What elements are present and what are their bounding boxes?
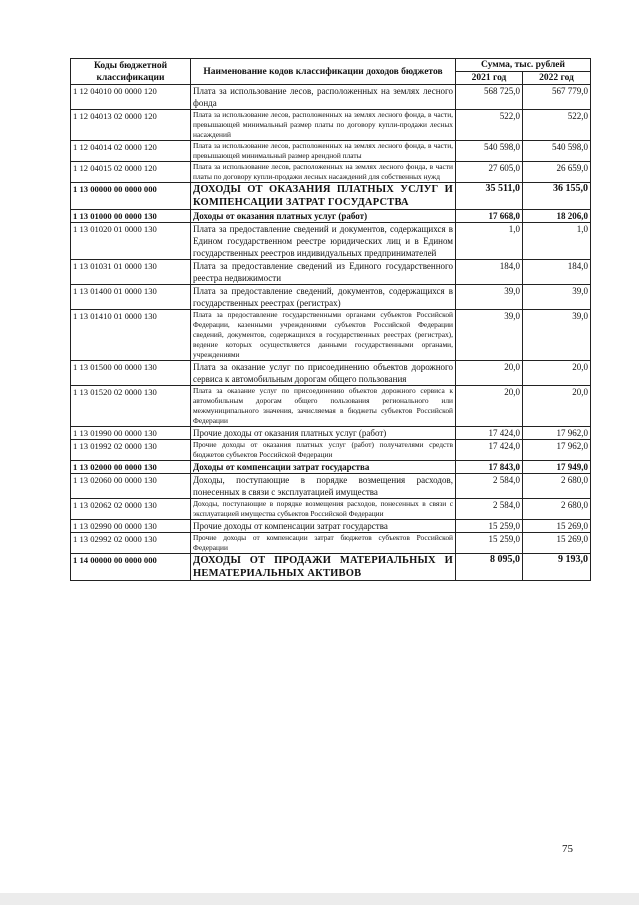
budget-code-cell: 1 13 02992 02 0000 130 bbox=[71, 533, 191, 554]
income-name-cell: Доходы от оказания платных услуг (работ) bbox=[191, 210, 456, 223]
budget-code-cell: 1 13 02000 00 0000 130 bbox=[71, 461, 191, 474]
table-row bbox=[71, 183, 591, 210]
table-row bbox=[71, 474, 591, 499]
amount-2022-cell: 26 659,0 bbox=[523, 162, 591, 183]
amount-2022-cell: 18 206,0 bbox=[523, 210, 591, 223]
budget-code-cell: 1 13 01500 00 0000 130 bbox=[71, 361, 191, 386]
amount-2021-cell: 15 259,0 bbox=[456, 533, 523, 554]
amount-2022-cell: 540 598,0 bbox=[523, 141, 591, 162]
budget-code-cell: 1 12 04010 00 0000 120 bbox=[71, 85, 191, 110]
income-name-cell: Плата за предоставление сведений и документов, содержащихся в Едином государственном реестре юридических лиц и в Едином государственных реестров индивидуальных предпринимателей bbox=[191, 223, 456, 260]
amount-2022-cell: 20,0 bbox=[523, 361, 591, 386]
amount-2021-cell: 17 424,0 bbox=[456, 440, 523, 461]
income-name-cell: Плата за использование лесов, расположенных на землях лесного фонда, в части платы по договору купли-продажи лесных насаждений для собственных нужд bbox=[191, 162, 456, 183]
table-row bbox=[71, 386, 591, 427]
amount-2022-cell: 15 269,0 bbox=[523, 533, 591, 554]
table-row bbox=[71, 141, 591, 162]
amount-2021-cell: 1,0 bbox=[456, 223, 523, 260]
table-row bbox=[71, 533, 591, 554]
amount-2022-cell: 15 269,0 bbox=[523, 520, 591, 533]
amount-2021-cell: 540 598,0 bbox=[456, 141, 523, 162]
amount-2021-cell: 17 668,0 bbox=[456, 210, 523, 223]
amount-2021-cell: 2 584,0 bbox=[456, 474, 523, 499]
header-year-2021: 2021 год bbox=[456, 72, 523, 85]
budget-code-cell: 1 13 01400 01 0000 130 bbox=[71, 285, 191, 310]
table-header-row bbox=[71, 59, 591, 72]
amount-2022-cell: 567 779,0 bbox=[523, 85, 591, 110]
table-body bbox=[71, 85, 591, 581]
table-row bbox=[71, 461, 591, 474]
income-name-cell: Плата за предоставление сведений, документов, содержащихся в государственных реестрах (регистрах) bbox=[191, 285, 456, 310]
amount-2022-cell: 522,0 bbox=[523, 110, 591, 141]
table-row bbox=[71, 210, 591, 223]
income-name-cell: Плата за оказание услуг по присоединению объектов дорожного сервиса к автомобильным дорогам общего пользования регионального или межмуниципального значения, зачисляемая в бюджеты субъектов Российской Федерации bbox=[191, 386, 456, 427]
amount-2022-cell: 9 193,0 bbox=[523, 554, 591, 581]
table-row bbox=[71, 85, 591, 110]
income-name-cell: Плата за предоставление сведений из Единого государственного реестра недвижимости bbox=[191, 260, 456, 285]
table-row bbox=[71, 554, 591, 581]
amount-2021-cell: 568 725,0 bbox=[456, 85, 523, 110]
income-name-cell: Прочие доходы от компенсации затрат бюджетов субъектов Российской Федерации bbox=[191, 533, 456, 554]
income-name-cell: Прочие доходы от оказания платных услуг (работ) bbox=[191, 427, 456, 440]
budget-code-cell: 1 13 01992 02 0000 130 bbox=[71, 440, 191, 461]
amount-2021-cell: 39,0 bbox=[456, 285, 523, 310]
table-row bbox=[71, 223, 591, 260]
budget-code-cell: 1 13 02060 00 0000 130 bbox=[71, 474, 191, 499]
income-name-cell: ДОХОДЫ ОТ ПРОДАЖИ МАТЕРИАЛЬНЫХ И НЕМАТЕРИАЛЬНЫХ АКТИВОВ bbox=[191, 554, 456, 581]
budget-code-cell: 1 13 01031 01 0000 130 bbox=[71, 260, 191, 285]
header-year-2022: 2022 год bbox=[523, 72, 591, 85]
amount-2022-cell: 2 680,0 bbox=[523, 474, 591, 499]
amount-2021-cell: 35 511,0 bbox=[456, 183, 523, 210]
table-row bbox=[71, 440, 591, 461]
income-name-cell: Плата за использование лесов, расположенных на землях лесного фонда bbox=[191, 85, 456, 110]
budget-code-cell: 1 13 00000 00 0000 000 bbox=[71, 183, 191, 210]
table-row bbox=[71, 361, 591, 386]
income-name-cell: Прочие доходы от компенсации затрат государства bbox=[191, 520, 456, 533]
table-row bbox=[71, 520, 591, 533]
header-name-column: Наименование кодов классификации доходов бюджетов bbox=[191, 59, 456, 85]
amount-2022-cell: 184,0 bbox=[523, 260, 591, 285]
budget-code-cell: 1 13 01990 00 0000 130 bbox=[71, 427, 191, 440]
budget-code-cell: 1 13 01020 01 0000 130 bbox=[71, 223, 191, 260]
amount-2021-cell: 15 259,0 bbox=[456, 520, 523, 533]
amount-2022-cell: 17 949,0 bbox=[523, 461, 591, 474]
income-name-cell: Доходы, поступающие в порядке возмещения расходов, понесенных в связи с эксплуатацией имущества bbox=[191, 474, 456, 499]
budget-code-cell: 1 12 04015 02 0000 120 bbox=[71, 162, 191, 183]
amount-2022-cell: 36 155,0 bbox=[523, 183, 591, 210]
income-name-cell: ДОХОДЫ ОТ ОКАЗАНИЯ ПЛАТНЫХ УСЛУГ И КОМПЕНСАЦИИ ЗАТРАТ ГОСУДАРСТВА bbox=[191, 183, 456, 210]
amount-2021-cell: 20,0 bbox=[456, 386, 523, 427]
amount-2021-cell: 522,0 bbox=[456, 110, 523, 141]
amount-2021-cell: 2 584,0 bbox=[456, 499, 523, 520]
amount-2021-cell: 8 095,0 bbox=[456, 554, 523, 581]
amount-2022-cell: 17 962,0 bbox=[523, 427, 591, 440]
header-code-column: Коды бюджетной классификации bbox=[71, 59, 191, 85]
amount-2022-cell: 20,0 bbox=[523, 386, 591, 427]
income-name-cell: Доходы от компенсации затрат государства bbox=[191, 461, 456, 474]
amount-2021-cell: 184,0 bbox=[456, 260, 523, 285]
amount-2022-cell: 39,0 bbox=[523, 310, 591, 361]
budget-code-cell: 1 13 01410 01 0000 130 bbox=[71, 310, 191, 361]
amount-2022-cell: 1,0 bbox=[523, 223, 591, 260]
budget-code-cell: 1 13 01000 00 0000 130 bbox=[71, 210, 191, 223]
amount-2021-cell: 20,0 bbox=[456, 361, 523, 386]
amount-2022-cell: 17 962,0 bbox=[523, 440, 591, 461]
table-row bbox=[71, 285, 591, 310]
budget-code-cell: 1 14 00000 00 0000 000 bbox=[71, 554, 191, 581]
budget-code-cell: 1 13 01520 02 0000 130 bbox=[71, 386, 191, 427]
budget-income-table bbox=[70, 58, 591, 581]
income-name-cell: Плата за использование лесов, расположенных на землях лесного фонда, в части, превышающей минимальный размер арендной платы bbox=[191, 141, 456, 162]
table-row bbox=[71, 162, 591, 183]
income-name-cell: Доходы, поступающие в порядке возмещения расходов, понесенных в связи с эксплуатацией имущества субъектов Российской Федерации bbox=[191, 499, 456, 520]
income-name-cell: Плата за использование лесов, расположенных на землях лесного фонда, в части, превышающей минимальный размер платы по договору купли-продажи лесных насаждений bbox=[191, 110, 456, 141]
budget-code-cell: 1 12 04013 02 0000 120 bbox=[71, 110, 191, 141]
budget-code-cell: 1 12 04014 02 0000 120 bbox=[71, 141, 191, 162]
amount-2021-cell: 39,0 bbox=[456, 310, 523, 361]
table-row bbox=[71, 499, 591, 520]
table-row bbox=[71, 260, 591, 285]
amount-2022-cell: 39,0 bbox=[523, 285, 591, 310]
income-name-cell: Плата за предоставление государственными органами субъектов Российской Федерации, казенными учреждениями субъектов Российской Федерации сведений, документов, содержащихся в государственных реестрах (регистрах), ведение которых осуществляется данными государственными органами, учреждениями bbox=[191, 310, 456, 361]
income-name-cell: Плата за оказание услуг по присоединению объектов дорожного сервиса к автомобильным дорогам общего пользования bbox=[191, 361, 456, 386]
amount-2021-cell: 27 605,0 bbox=[456, 162, 523, 183]
table-row bbox=[71, 110, 591, 141]
amount-2021-cell: 17 843,0 bbox=[456, 461, 523, 474]
scan-edge bbox=[0, 893, 639, 905]
table-row bbox=[71, 310, 591, 361]
budget-code-cell: 1 13 02990 00 0000 130 bbox=[71, 520, 191, 533]
header-sum-column: Сумма, тыс. рублей bbox=[456, 59, 591, 72]
amount-2021-cell: 17 424,0 bbox=[456, 427, 523, 440]
income-name-cell: Прочие доходы от оказания платных услуг (работ) получателями средств бюджетов субъектов Российской Федерации bbox=[191, 440, 456, 461]
page-number: 75 bbox=[562, 843, 573, 855]
budget-code-cell: 1 13 02062 02 0000 130 bbox=[71, 499, 191, 520]
amount-2022-cell: 2 680,0 bbox=[523, 499, 591, 520]
table-row bbox=[71, 427, 591, 440]
